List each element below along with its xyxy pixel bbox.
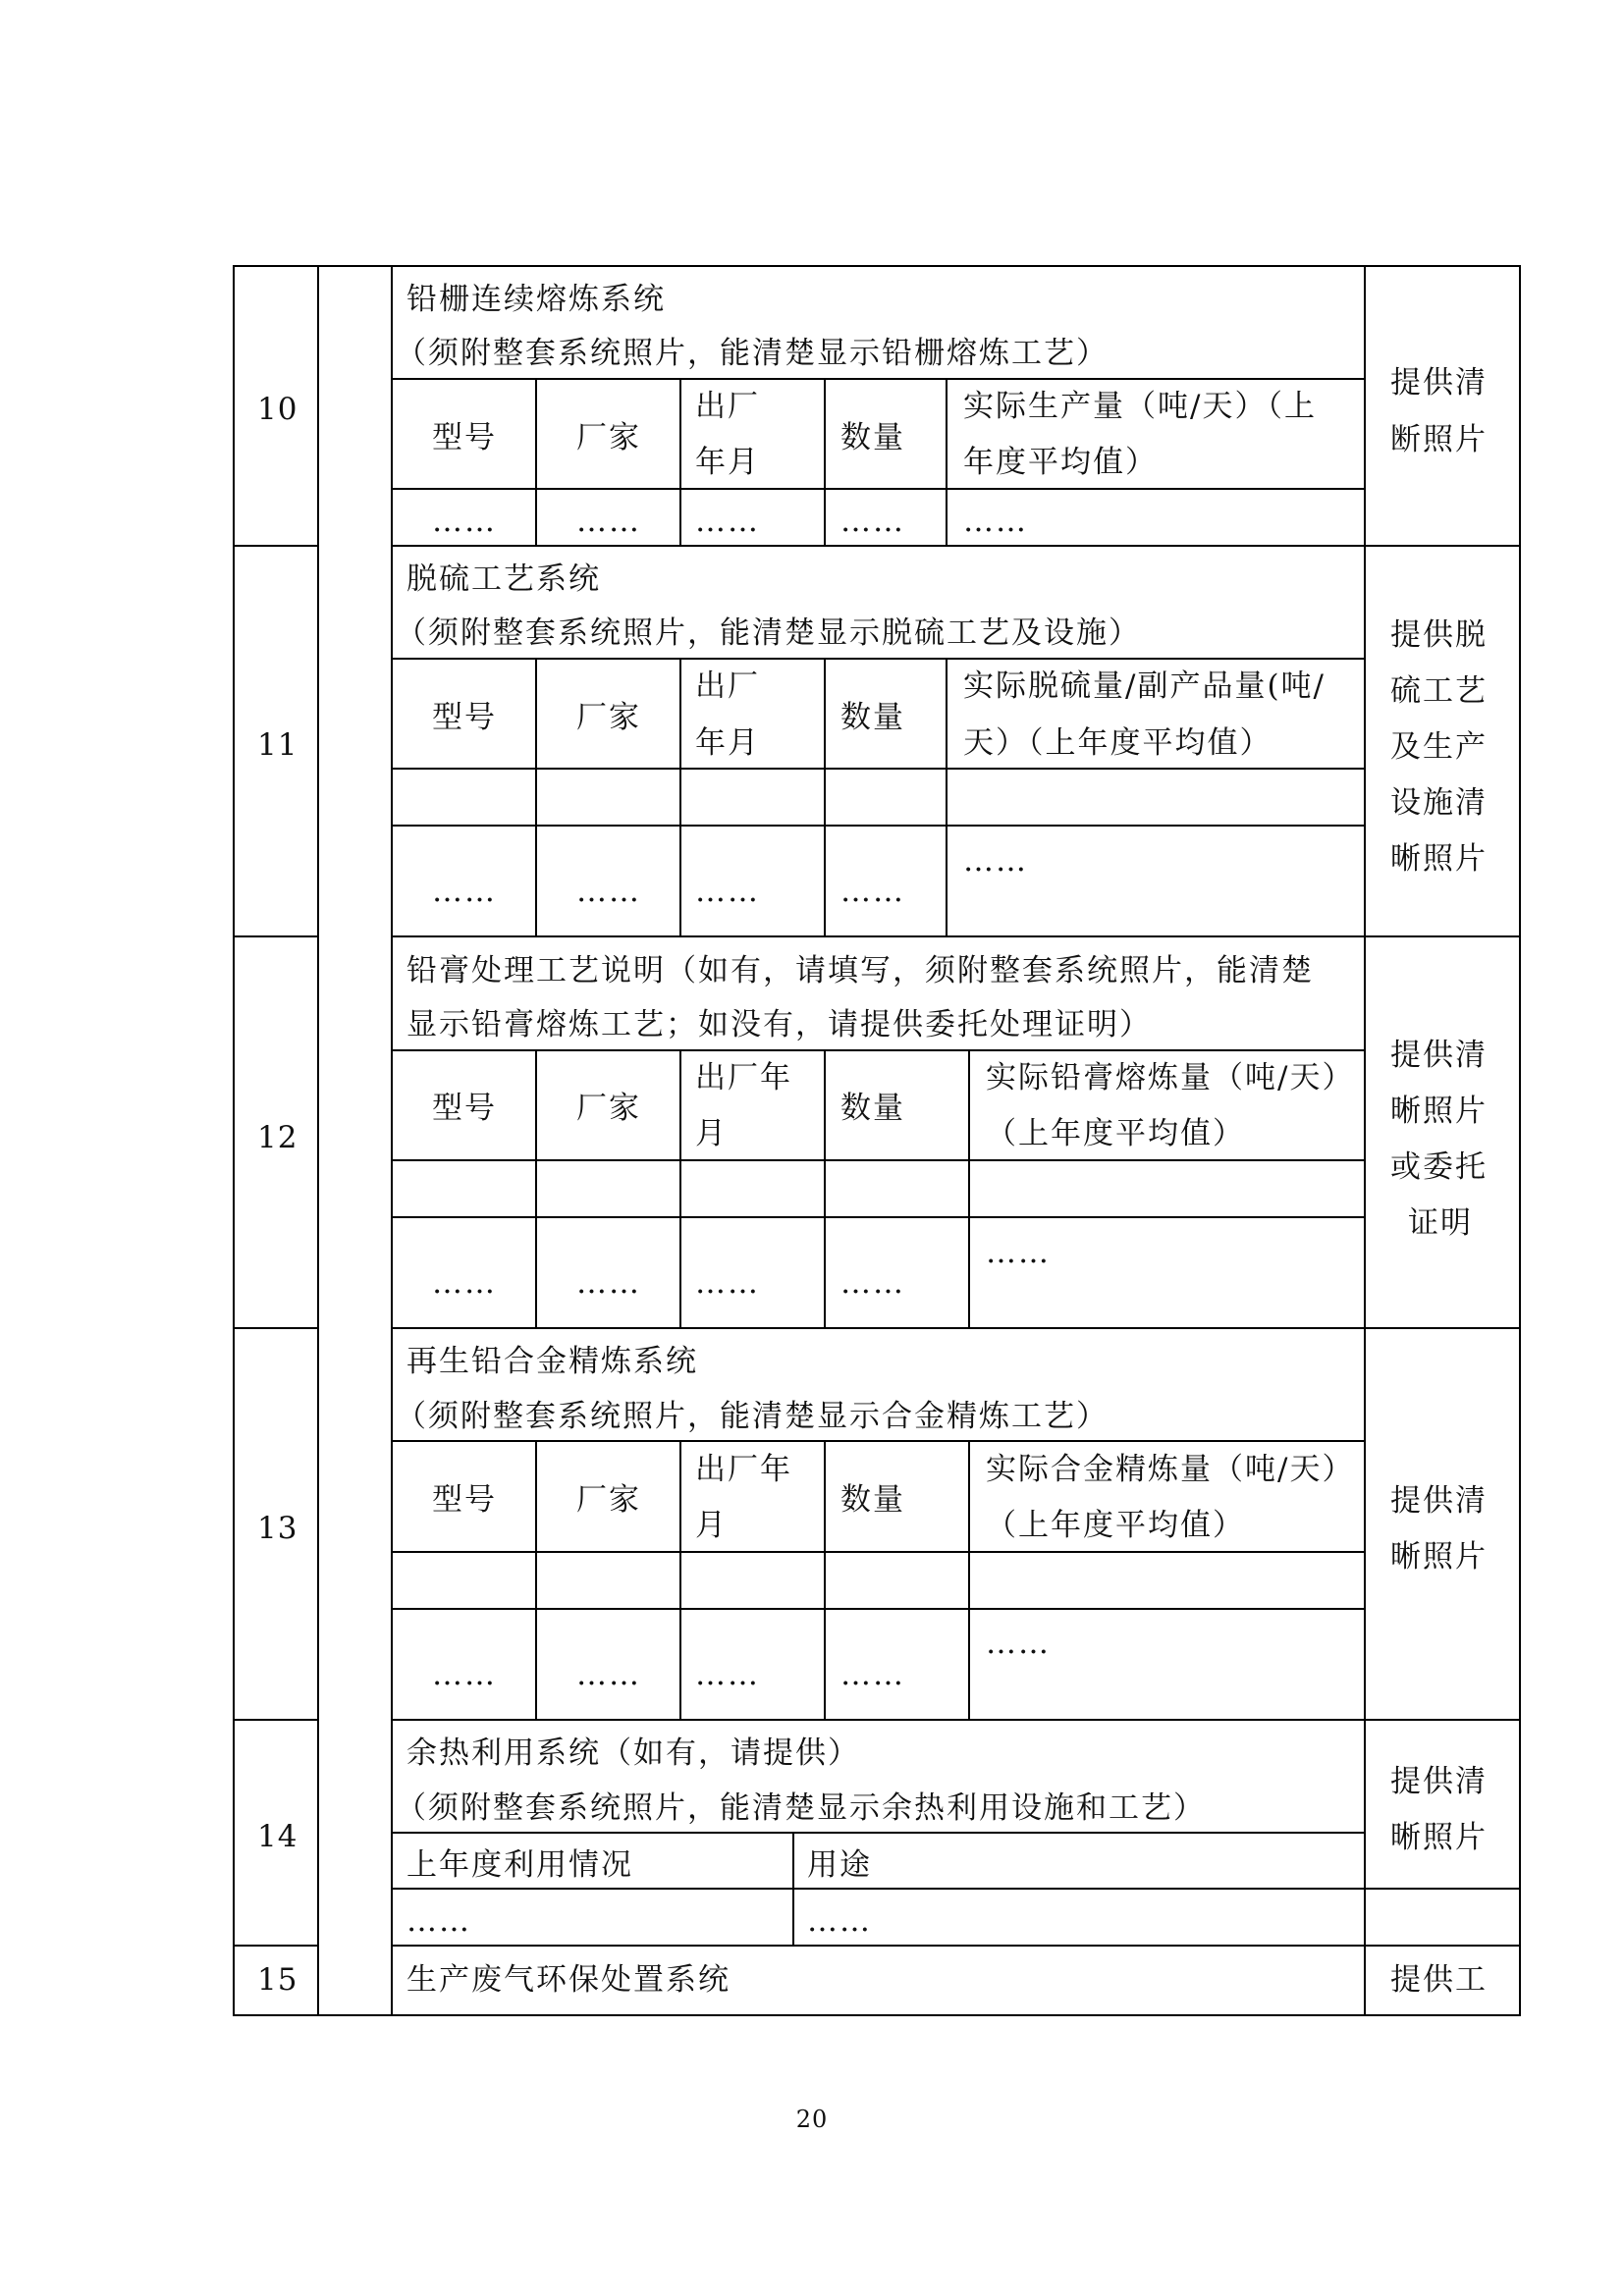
page-number: 20 (795, 2106, 829, 2133)
col-header-date-1: 出厂年 (695, 1452, 792, 1487)
ellipsis-cell: …… (963, 843, 1028, 879)
col-header-usage: 上年度利用情况 (406, 1847, 633, 1883)
col-header-maker: 厂家 (576, 1482, 641, 1518)
col-header-date-2: 年月 (695, 445, 760, 480)
col-header-model: 型号 (432, 700, 497, 735)
col-header-purpose: 用途 (807, 1847, 872, 1883)
row-title: 脱硫工艺系统 (406, 561, 601, 597)
row-number: 11 (257, 727, 298, 763)
row-title: 余热利用系统（如有，请提供） (406, 1735, 860, 1771)
requirement-line: 或委托 (1390, 1149, 1488, 1185)
col-header-model: 型号 (432, 420, 497, 455)
row-note: （须附整套系统照片，能清楚显示余热利用设施和工艺） (396, 1790, 1206, 1826)
requirement-line: 提供清 (1390, 1483, 1488, 1519)
ellipsis-cell: …… (432, 1657, 497, 1692)
ellipsis-cell: …… (963, 504, 1028, 539)
ellipsis-cell: …… (432, 1265, 497, 1301)
requirement-line: 提供工 (1390, 1962, 1488, 1998)
col-header-model: 型号 (432, 1091, 497, 1126)
col-header-date-1: 出厂 (695, 668, 760, 704)
requirement-line: 晰照片 (1390, 1820, 1488, 1855)
row-title: 生产废气环保处置系统 (406, 1962, 731, 1998)
row-note: 显示铅膏熔炼工艺；如没有，请提供委托处理证明） (406, 1007, 1152, 1042)
ellipsis-cell: …… (432, 504, 497, 539)
requirement-line: 及生产 (1390, 729, 1488, 765)
col-header-output-1: 实际铅膏熔炼量（吨/天） (986, 1060, 1355, 1095)
col-header-output-1: 实际生产量（吨/天）（上 (963, 389, 1317, 424)
col-header-qty: 数量 (840, 700, 905, 735)
requirement-line: 提供清 (1390, 1038, 1488, 1073)
col-header-qty: 数量 (840, 420, 905, 455)
col-header-output-2: 天）（上年度平均值） (963, 725, 1272, 761)
ellipsis-cell: …… (695, 1657, 760, 1692)
row-title: 再生铅合金精炼系统 (406, 1344, 698, 1379)
requirement-line: 提供清 (1390, 365, 1488, 400)
ellipsis-cell: …… (986, 1626, 1051, 1661)
requirement-line: 晰照片 (1390, 841, 1488, 877)
ellipsis-cell: …… (695, 504, 760, 539)
col-header-maker: 厂家 (576, 420, 641, 455)
ellipsis-cell: …… (576, 504, 641, 539)
col-header-date-2: 月 (695, 1508, 728, 1543)
requirement-line: 提供脱 (1390, 617, 1488, 653)
col-header-output-2: （上年度平均值） (986, 1508, 1245, 1543)
row-number: 13 (257, 1511, 298, 1546)
row-note: （须附整套系统照片，能清楚显示合金精炼工艺） (396, 1399, 1109, 1434)
col-header-maker: 厂家 (576, 700, 641, 735)
row-title: 铅栅连续熔炼系统 (406, 282, 666, 317)
row-number: 14 (257, 1819, 298, 1854)
col-header-maker: 厂家 (576, 1091, 641, 1126)
col-header-date-1: 出厂年 (695, 1060, 792, 1095)
requirement-line: 晰照片 (1390, 1094, 1488, 1129)
ellipsis-cell: …… (986, 1235, 1051, 1270)
ellipsis-cell: …… (576, 1265, 641, 1301)
ellipsis-cell: …… (576, 1657, 641, 1692)
ellipsis-cell: …… (432, 874, 497, 909)
ellipsis-cell: …… (695, 1265, 760, 1301)
ellipsis-cell: …… (840, 874, 905, 909)
ellipsis-cell: …… (406, 1903, 471, 1939)
col-header-output-1: 实际脱硫量/副产品量(吨/ (963, 668, 1326, 704)
row-note: （须附整套系统照片，能清楚显示铅栅熔炼工艺） (396, 336, 1109, 371)
ellipsis-cell: …… (840, 1265, 905, 1301)
col-header-output-1: 实际合金精炼量（吨/天） (986, 1452, 1355, 1487)
ellipsis-cell: …… (840, 1657, 905, 1692)
col-header-output-2: 年度平均值） (963, 445, 1158, 480)
requirement-line: 证明 (1408, 1205, 1473, 1241)
col-header-qty: 数量 (840, 1482, 905, 1518)
col-header-date-2: 月 (695, 1116, 728, 1151)
col-header-date-1: 出厂 (695, 389, 760, 424)
col-header-qty: 数量 (840, 1091, 905, 1126)
row-number: 12 (257, 1120, 298, 1155)
row-note: （须附整套系统照片，能清楚显示脱硫工艺及设施） (396, 615, 1141, 651)
row-number: 10 (257, 392, 298, 427)
requirement-line: 断照片 (1390, 422, 1488, 457)
col-header-date-2: 年月 (695, 725, 760, 761)
requirement-line: 设施清 (1390, 785, 1488, 821)
requirement-line: 硫工艺 (1390, 673, 1488, 709)
row-number: 15 (257, 1962, 298, 1998)
col-header-model: 型号 (432, 1482, 497, 1518)
ellipsis-cell: …… (807, 1903, 872, 1939)
ellipsis-cell: …… (576, 874, 641, 909)
row-title: 铅膏处理工艺说明（如有，请填写，须附整套系统照片，能清楚 (406, 953, 1314, 988)
ellipsis-cell: …… (695, 874, 760, 909)
requirement-line: 提供清 (1390, 1764, 1488, 1799)
requirement-line: 晰照片 (1390, 1539, 1488, 1575)
col-header-output-2: （上年度平均值） (986, 1116, 1245, 1151)
ellipsis-cell: …… (840, 504, 905, 539)
